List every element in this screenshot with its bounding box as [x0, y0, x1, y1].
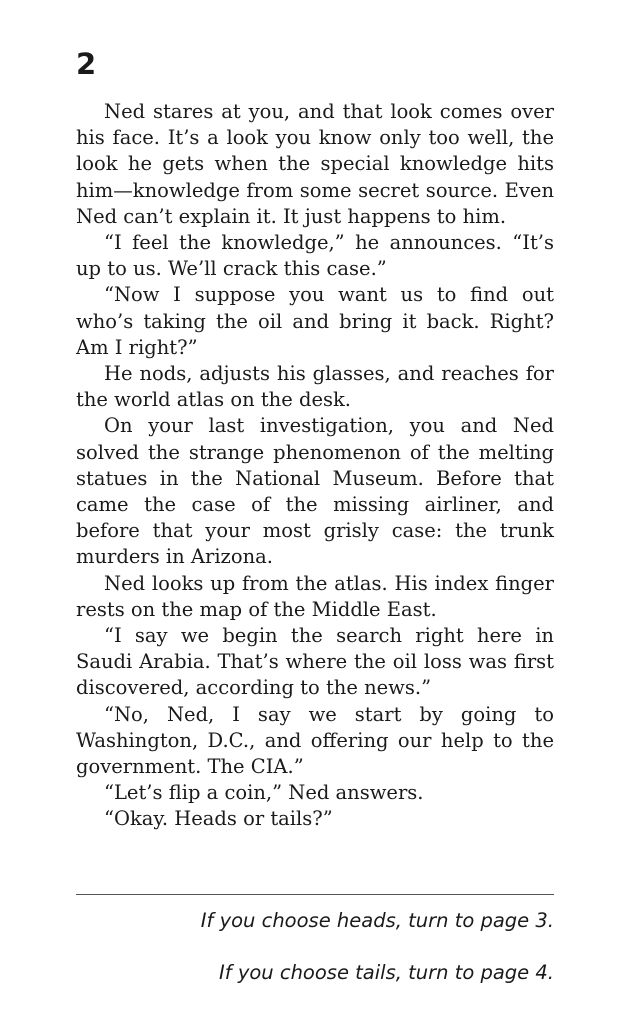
paragraph: “I say we begin the search right here in Saudi Arabia. That’s where the oil loss was first discovered, according to the news.” [76, 624, 554, 700]
choice-divider [76, 894, 554, 895]
choice-tails: If you choose tails, turn to page 4. [219, 961, 554, 984]
paragraph: “Let’s flip a coin,” Ned answers. [104, 781, 424, 805]
paragraph: On your last investigation, you and Ned solved the strange phenomenon of the melting statues in the National Museum. Before that came the case of the missing airliner, and before that your most grisly case: the trunk murders in Arizona. [76, 414, 554, 569]
paragraph: Ned stares at you, and that look comes over his face. It’s a look you know only too well, the look he gets when the special knowledge hits him—knowledge from some secret source. Even Ned can’t explain it. It just happens to him. [76, 100, 554, 228]
paragraph: “No, Ned, I say we start by going to Washington, D.C., and offering our help to the government. The CIA.” [76, 702, 554, 779]
paragraph: Ned looks up from the atlas. His index finger rests on the map of the Middle East. [76, 571, 554, 621]
paragraph: “Okay. Heads or tails?” [104, 807, 333, 831]
choice-heads: If you choose heads, turn to page 3. [200, 909, 554, 932]
page-number: 2 [76, 47, 97, 81]
paragraph: “Now I suppose you want us to find out who’s taking the oil and bring it back. Right? Am I right?” [76, 283, 554, 359]
paragraph: He nods, adjusts his glasses, and reaches for the world atlas on the desk. [76, 362, 554, 412]
paragraph: “I feel the knowledge,” he announces. “It’s up to us. We’ll crack this case.” [76, 231, 554, 281]
story-text [76, 99, 554, 833]
